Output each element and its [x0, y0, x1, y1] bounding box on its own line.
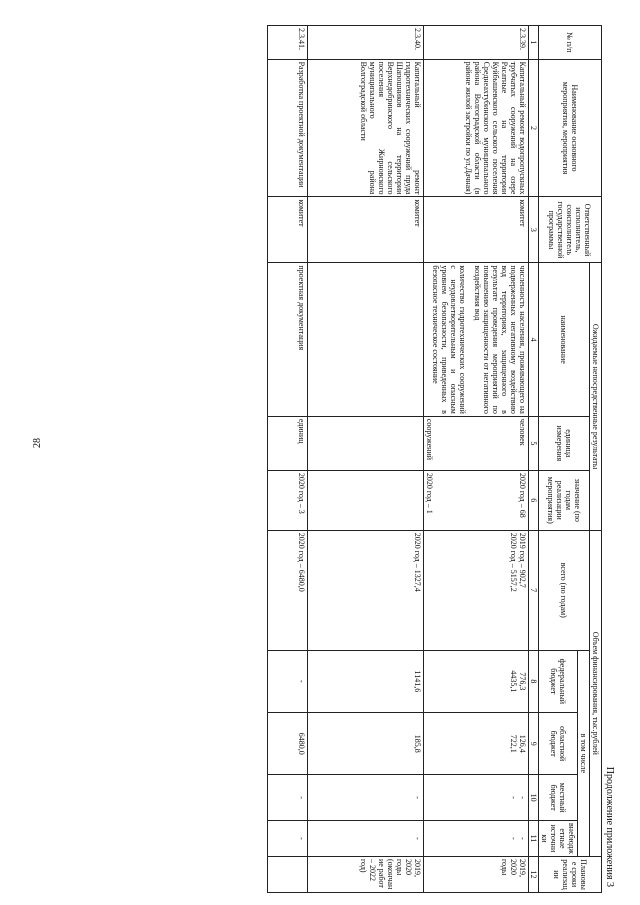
col-number: 10	[529, 775, 539, 821]
header-federal: федеральный бюджет	[539, 650, 578, 712]
header-external: внебюджетные источники	[539, 820, 578, 856]
col-number: 5	[529, 416, 539, 470]
local-amount: -	[308, 775, 424, 821]
result-value	[424, 470, 529, 530]
result-unit	[424, 416, 529, 470]
rotated-sheet	[140, 25, 615, 893]
executor: комитет	[308, 197, 424, 263]
regional-amount: 185,8	[308, 713, 424, 775]
header-regional: областной бюджет	[539, 713, 578, 775]
executor: комитет	[424, 197, 529, 263]
result-name: проектная документация	[268, 263, 308, 416]
local-amount: - -	[424, 775, 529, 821]
result-2-unit: сооружений	[425, 418, 434, 461]
term	[268, 856, 308, 892]
total-amount: 2020 год – 1327,4	[308, 530, 424, 650]
local-amount: -	[268, 775, 308, 821]
result-name	[424, 263, 529, 416]
header-term: Плановые сроки реализации	[539, 856, 602, 892]
header-result-name: наименование	[539, 263, 590, 416]
external-amount: -	[268, 820, 308, 856]
header-finance-group: Объем финансирования, тыс.рублей	[590, 530, 602, 856]
col-number: 9	[529, 713, 539, 775]
col-number: 4	[529, 263, 539, 416]
measure-name: Капитальный ремонт гидротехнических сооружений пруда Шапошников на территории Верхнедобринского сельского поселения Жирновского муниципального района Волгоградской области	[308, 59, 424, 197]
table-row	[308, 26, 424, 893]
executor: комитет	[268, 197, 308, 263]
measure-name: Разработка проектной документации	[268, 59, 308, 197]
col-number: 11	[529, 820, 539, 856]
header-unit: единица измерения	[539, 416, 590, 470]
col-number: 3	[529, 197, 539, 263]
header-executor: Ответственный исполнитель, соисполнитель государственной программы	[539, 197, 602, 263]
col-number: 1	[529, 26, 539, 60]
total-amount: 2020 год – 6480,0	[268, 530, 308, 650]
federal-amount: -	[268, 650, 308, 712]
header-local: местный бюджет	[539, 775, 578, 821]
row-number: 2.3.39.	[424, 26, 529, 60]
federal-amount: 776,3 4435,1	[424, 650, 529, 712]
row-number: 2.3.41.	[268, 26, 308, 60]
col-number: 7	[529, 530, 539, 650]
header-name: Наименование основного мероприятия, мероприятия	[539, 59, 602, 197]
result-value	[308, 470, 424, 530]
result-unit	[308, 416, 424, 470]
result-1-name: численность населения, проживающего на подверженных негативному воздействию вод территориях, защищенного в результате проведения мероприятий по повышению защищенности от негативного воздействия вод	[473, 265, 527, 414]
col-number: 8	[529, 650, 539, 712]
header-num: № п/п	[539, 26, 602, 60]
regional-amount: 6480,0	[268, 713, 308, 775]
table-row	[268, 26, 308, 893]
external-amount: -	[308, 820, 424, 856]
result-1-unit: человек	[518, 418, 527, 446]
col-number: 6	[529, 470, 539, 530]
result-unit: единиц	[268, 416, 308, 470]
program-table	[267, 25, 602, 893]
continuation-label: Продолжение приложения 3	[604, 766, 615, 887]
measure-name: Капитальный ремонт водопропускных трубчатых сооружений на озере Расатные на территории Куйбышевского сельского поселения Среднеахтубинского муниципального района Волгоградской области (в районе жилой застройки по ул.Дачная)	[424, 59, 529, 197]
result-name	[308, 263, 424, 416]
row-number: 2.3.40.	[308, 26, 424, 60]
col-number: 12	[529, 856, 539, 892]
header-value: значение (по годам реализации мероприятия)	[539, 470, 590, 530]
page-number: 28	[32, 438, 43, 448]
header-total: всего (по годам)	[539, 530, 590, 650]
term: 2019, 2020 годы (окончание работ – 2022 год)	[308, 856, 424, 892]
term: 2019, 2020 годы	[424, 856, 529, 892]
result-2-value: 2020 год – 1	[425, 472, 434, 514]
result-1-value: 2020 год – 68	[518, 472, 527, 518]
header-results-group: Ожидаемые непосредственные результаты	[590, 263, 602, 530]
result-2-name: количество гидротехнических сооружений с неудовлетворительным и опасным уровнем безопасности, приведенных в безопасное техническое состояние	[431, 265, 467, 414]
federal-amount: 1141,6	[308, 650, 424, 712]
external-amount: - -	[424, 820, 529, 856]
total-amount: 2019 год – 902,7 2020 год – 5157,2	[424, 530, 529, 650]
header-including: в том числе	[578, 650, 590, 856]
col-number: 2	[529, 59, 539, 197]
table-row	[424, 26, 529, 893]
result-value: 2020 год – 3	[268, 470, 308, 530]
regional-amount: 126,4 722,1	[424, 713, 529, 775]
